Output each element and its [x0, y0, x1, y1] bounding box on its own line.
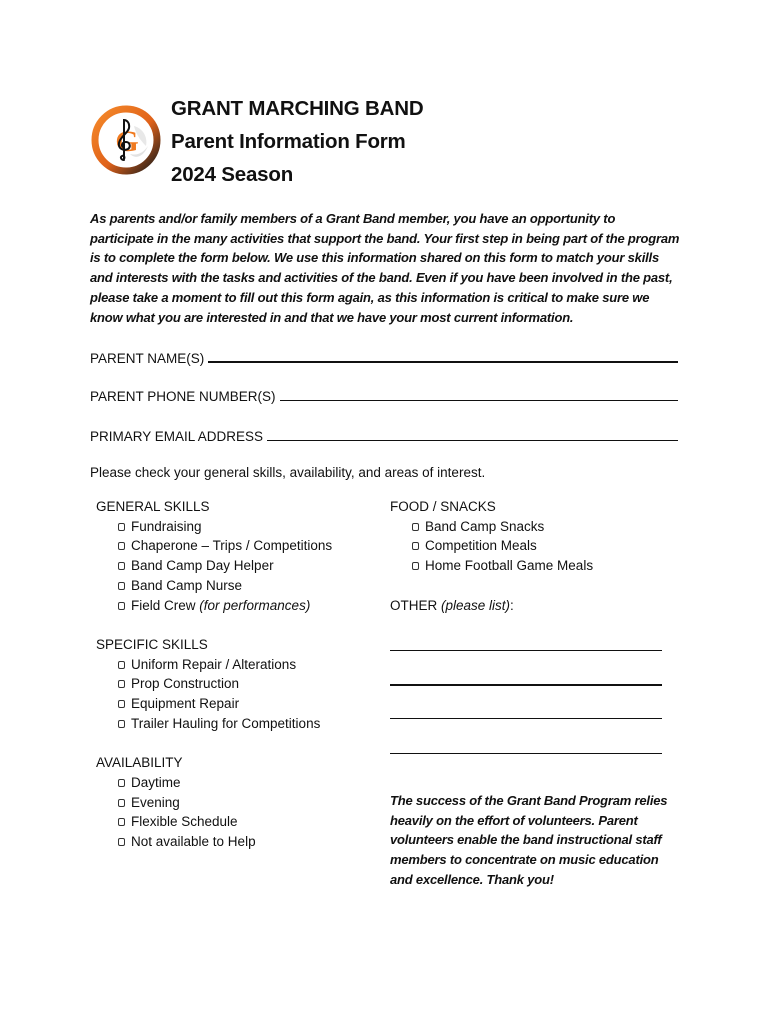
list-item[interactable]: Band Camp Day Helper — [118, 556, 332, 576]
field-crew-note: (for performances) — [199, 597, 311, 613]
season: 2024 Season — [171, 163, 294, 186]
band-logo — [90, 104, 162, 176]
list-item[interactable]: Field Crew (for performances) — [118, 596, 332, 616]
checkbox-icon[interactable] — [118, 838, 125, 846]
food-snacks-heading: FOOD / SNACKS — [390, 499, 496, 514]
parent-phone-field — [90, 386, 678, 404]
list-item[interactable]: Fundraising — [118, 517, 332, 537]
list-item[interactable]: Uniform Repair / Alterations — [118, 655, 332, 675]
list-item[interactable]: Trailer Hauling for Competitions — [118, 714, 332, 734]
list-item[interactable]: Flexible Schedule — [118, 812, 332, 832]
email-label: PRIMARY EMAIL ADDRESS — [90, 429, 264, 444]
left-column — [96, 497, 332, 871]
list-item[interactable]: Home Football Game Meals — [412, 556, 593, 576]
parent-name-label: PARENT NAME(S) — [90, 351, 205, 366]
closing-note: The success of the Grant Band Program relies heavily on the effort of volunteers. Parent volunteers enable the band instructional staff members to concentrate on music education and excellence. Thank you! — [390, 793, 668, 887]
intro-paragraph: As parents and/or family members of a Grant Band member, you have an opportunity to participate in the many activities that support the band. Your first step in being part of the program is to complete the form below. We use this information shared on this form to match your skills and interests with the tasks and activities of the band. Even if you have been involved in the past, please take a moment to fill out this form again, as this information is critical to make sure we know what you are interested in and that we have your most current information. — [90, 211, 680, 325]
checkbox-icon[interactable] — [118, 720, 125, 728]
email-field — [90, 426, 678, 444]
specific-skills-heading: SPECIFIC SKILLS — [96, 636, 208, 652]
availability-list — [96, 773, 332, 852]
general-skills-list — [96, 517, 332, 616]
list-item[interactable]: Band Camp Snacks — [412, 517, 593, 537]
parent-name-input-line[interactable] — [208, 347, 678, 363]
form-title-block — [171, 92, 423, 191]
other-blank-line-2[interactable] — [390, 684, 662, 686]
other-note: (please list) — [441, 597, 511, 613]
parent-phone-input-line[interactable] — [280, 386, 678, 401]
list-item[interactable]: Competition Meals — [412, 536, 593, 556]
checkbox-icon[interactable] — [118, 779, 125, 787]
list-item[interactable]: Chaperone – Trips / Competitions — [118, 536, 332, 556]
checklist-instructions: Please check your general skills, availability, and areas of interest. — [90, 465, 486, 480]
checkbox-icon[interactable] — [118, 582, 125, 590]
list-item[interactable]: Equipment Repair — [118, 694, 332, 714]
parent-phone-label: PARENT PHONE NUMBER(S) — [90, 389, 276, 404]
list-item[interactable]: Band Camp Nurse — [118, 576, 332, 596]
band-name: GRANT MARCHING BAND — [171, 97, 424, 120]
availability-heading: AVAILABILITY — [96, 755, 183, 771]
checkbox-icon[interactable] — [118, 700, 125, 708]
checkbox-icon[interactable] — [118, 818, 125, 826]
other-blank-line-1[interactable] — [390, 650, 662, 651]
checkbox-icon[interactable] — [118, 523, 125, 531]
checkbox-icon[interactable] — [118, 602, 125, 610]
general-skills-heading: GENERAL SKILLS — [96, 499, 210, 514]
checkbox-icon[interactable] — [412, 562, 419, 570]
parent-name-field — [90, 347, 678, 366]
checkbox-icon[interactable] — [118, 680, 125, 688]
list-item[interactable]: Prop Construction — [118, 674, 332, 694]
specific-skills-list — [96, 655, 332, 734]
logo-letter: G — [115, 125, 139, 158]
list-item[interactable]: Daytime — [118, 773, 332, 793]
right-column — [390, 497, 593, 615]
other-heading: OTHER (please list): — [390, 597, 514, 613]
checkbox-icon[interactable] — [412, 542, 419, 550]
checkbox-icon[interactable] — [118, 799, 125, 807]
form-name: Parent Information Form — [171, 130, 406, 153]
checkbox-icon[interactable] — [118, 661, 125, 669]
food-snacks-list — [390, 517, 593, 576]
checkbox-icon[interactable] — [118, 562, 125, 570]
checkbox-icon[interactable] — [412, 523, 419, 531]
email-input-line[interactable] — [267, 426, 678, 441]
list-item[interactable]: Not available to Help — [118, 832, 332, 852]
other-blank-line-4[interactable] — [390, 753, 662, 754]
checkbox-icon[interactable] — [118, 542, 125, 550]
other-blank-line-3[interactable] — [390, 718, 662, 719]
list-item[interactable]: Evening — [118, 793, 332, 813]
